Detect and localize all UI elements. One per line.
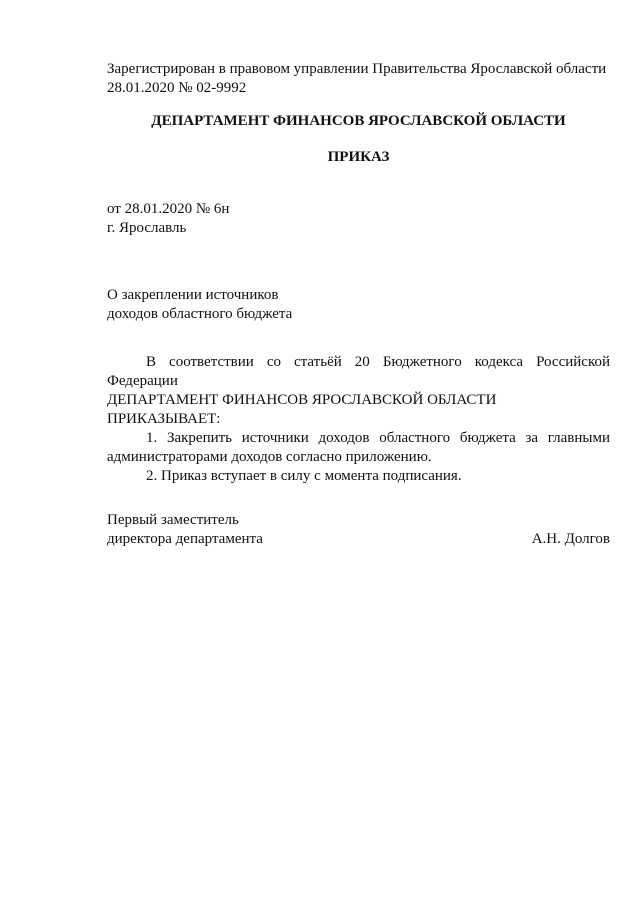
preamble-line-2: Федерации: [107, 373, 178, 389]
document-page: [107, 0, 610, 905]
document-subject: [107, 286, 610, 324]
document-type: ПРИКАЗ: [327, 149, 390, 165]
department-title: ДЕПАРТАМЕНТ ФИНАНСОВ ЯРОСЛАВСКОЙ ОБЛАСТИ: [151, 113, 566, 129]
registration-line-1: Зарегистрирован в правовом управлении Правительства Ярославской области: [107, 61, 607, 77]
subject-line-1: О закреплении источников: [107, 287, 279, 303]
document-body: [107, 353, 610, 486]
date-number: от 28.01.2020 № 6н: [107, 201, 230, 217]
registration-note: [107, 60, 610, 98]
order-item-2: 2. Приказ вступает в силу с момента подписания.: [146, 468, 462, 484]
signer-position-line-1: Первый заместитель: [107, 512, 239, 528]
city: г. Ярославль: [107, 220, 187, 236]
signature-row: [107, 530, 610, 549]
orders-line: ДЕПАРТАМЕНТ ФИНАНСОВ ЯРОСЛАВСКОЙ ОБЛАСТИ ПРИКАЗЫВАЕТ:: [107, 392, 497, 427]
signature-block: [107, 511, 610, 549]
order-item-1: 1. Закрепить источники доходов областного бюджета за главными администраторами доходов согласно приложению.: [107, 430, 610, 465]
preamble-line-1: В соответствии со статьёй 20 Бюджетного кодекса Российской: [146, 354, 610, 370]
subject-line-2: доходов областного бюджета: [107, 306, 293, 322]
signer-position-line-2: директора департамента: [107, 531, 263, 547]
signer-name: А.Н. Долгов: [531, 531, 610, 547]
document-meta: [107, 200, 610, 238]
registration-line-2: 28.01.2020 № 02-9992: [107, 80, 247, 96]
